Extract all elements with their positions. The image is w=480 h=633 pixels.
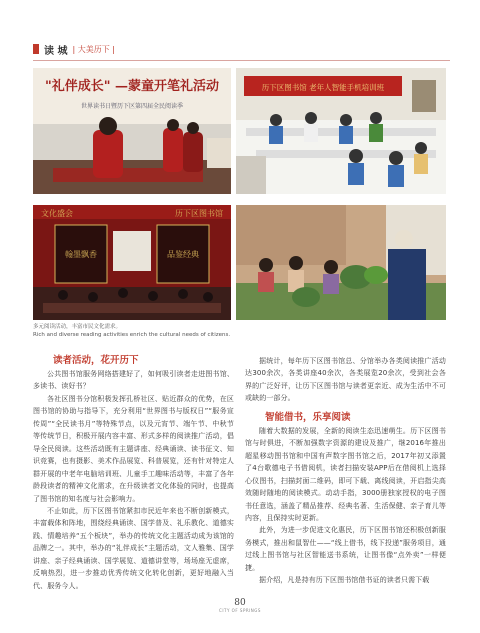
- page-number: 80: [234, 598, 246, 608]
- photo-lecture-hall: [33, 205, 231, 320]
- photo-banner-text: "礼伴成长" —蒙童开笔礼活动: [44, 79, 220, 94]
- child-in-red-robe: [93, 130, 123, 178]
- photo-banner: [33, 68, 231, 124]
- body-paragraph: 不止如此，历下区图书馆紧扣市民近年来也不断创新模式，丰富载体和阵地，围绕经典诵读、国学普及、礼乐教化、道德实践、情趣培养“五个板块”，举办的传统文化主题活动成为该馆的品牌之一。其中，举办的“礼伴成长”主题活动，文人雅集、国学讲座、亲子经典诵读、国学展览、道德讲堂等，场场座无虚席，反响热烈，进一步推动优秀传统文化转化创新，更好地融入当代、服务今人。: [33, 506, 234, 590]
- board-right-text: 品鉴经典: [167, 250, 199, 259]
- body-paragraph: 据统计，每年历下区图书馆总、分馆举办各类阅读推广活动达300余次，各类讲座40余次，各类展览20余次，受到社会各界的广泛好评，让历下区图书馆与读者更亲近、成为生活中不可或缺的一部分。: [245, 357, 446, 403]
- board-left-text: 翰墨飘香: [65, 250, 97, 259]
- body-paragraph: 据介绍，凡是持有历下区图书馆借书证的读者只需下载: [259, 576, 430, 585]
- body-paragraph: 此外，为进一步促进文化惠民，历下区图书馆还积极创新服务模式，推出和鼠智仕——“线上借书，线下投递”服务项目，通过线上图书馆与社区智能送书系统，让图书像“点外卖”一样便捷。: [245, 526, 446, 572]
- section-heading-reader-activities: 读者活动，花开历下: [53, 355, 139, 366]
- photo-flower-class: [236, 205, 446, 320]
- section-title: 读 城: [44, 45, 68, 57]
- left-column: [33, 355, 234, 592]
- instructor-figure: [388, 249, 426, 320]
- right-column: [245, 355, 446, 587]
- body-paragraph: 公共图书馆服务网络搭建好了，如何吸引读者走进图书馆、多读书、读好书？: [33, 370, 234, 391]
- caption-zh: 多元阅读活动，丰富市民文化需求。: [33, 324, 122, 330]
- photo-caption: [33, 323, 230, 339]
- section-header: [33, 42, 115, 56]
- photo-computer-class: [236, 68, 446, 194]
- banner-left-text: 文化盛会: [41, 209, 73, 218]
- banner-right-text: 历下区图书馆: [175, 209, 223, 218]
- section-heading-smart-borrowing: 智能借书，乐享阅读: [265, 411, 351, 423]
- photo-calligraphy-event: [33, 68, 231, 194]
- body-paragraph: 随着大数据的发展，全新的阅读生态迅速萌生。历下区图书馆与时俱进，不断加强数字资源的建设及推广，继2016年推出超星移动图书馆和中国有声数字图书馆之后，2017年初又添置了4台歌德电子书借阅机，读者扫描安装APP后在借阅机上选择心仪图书，扫描封面二维码，即可下载、离线阅读，开启指尖高效随时随地的阅读模式。动动手指，3000册独家授权的电子图书任意选，涵盖了精品推荐、经典名著、生活保健、亲子育儿等内容，且保持实时更新。: [245, 426, 446, 522]
- header-divider: [33, 60, 450, 61]
- photo-banner-sub: 世界读书日暨历下区第四届全民阅读季: [80, 103, 184, 110]
- caption-en: Rich and diverse reading activities enrich the cultural needs of citizens.: [33, 332, 231, 338]
- section-subtitle: | 大美历下 |: [72, 44, 115, 54]
- body-paragraph: 各社区图书分馆积极发挥孔桥社区、贴近群众的优势，在区图书馆的协助与指导下，充分利用“世界图书与版权日”“服务宣传周”“全民读书月”等特殊节点，以及元宵节、端午节、中秋节等传统节日，积极开展内容丰富、形式多样的阅读推广活动，倡导全民阅读。这些活动既有主题讲座、经典诵读、读书征文、知识竞赛，也有摄影、美术作品展览、科普展览，还有针对特定人群开展的中老年电脑培训班、儿童手工趣味活动等，丰富了各年龄段读者的精神文化需求，在升级读者文化体验的同时，也提高了图书馆的知名度与社会影响力。: [33, 394, 234, 503]
- header-accent-mark: [33, 44, 39, 54]
- photo-banner-text: 历下区图书馆 老年人智能手机培训班: [261, 83, 385, 92]
- magazine-name: CITY OF SPRINGS: [219, 608, 261, 613]
